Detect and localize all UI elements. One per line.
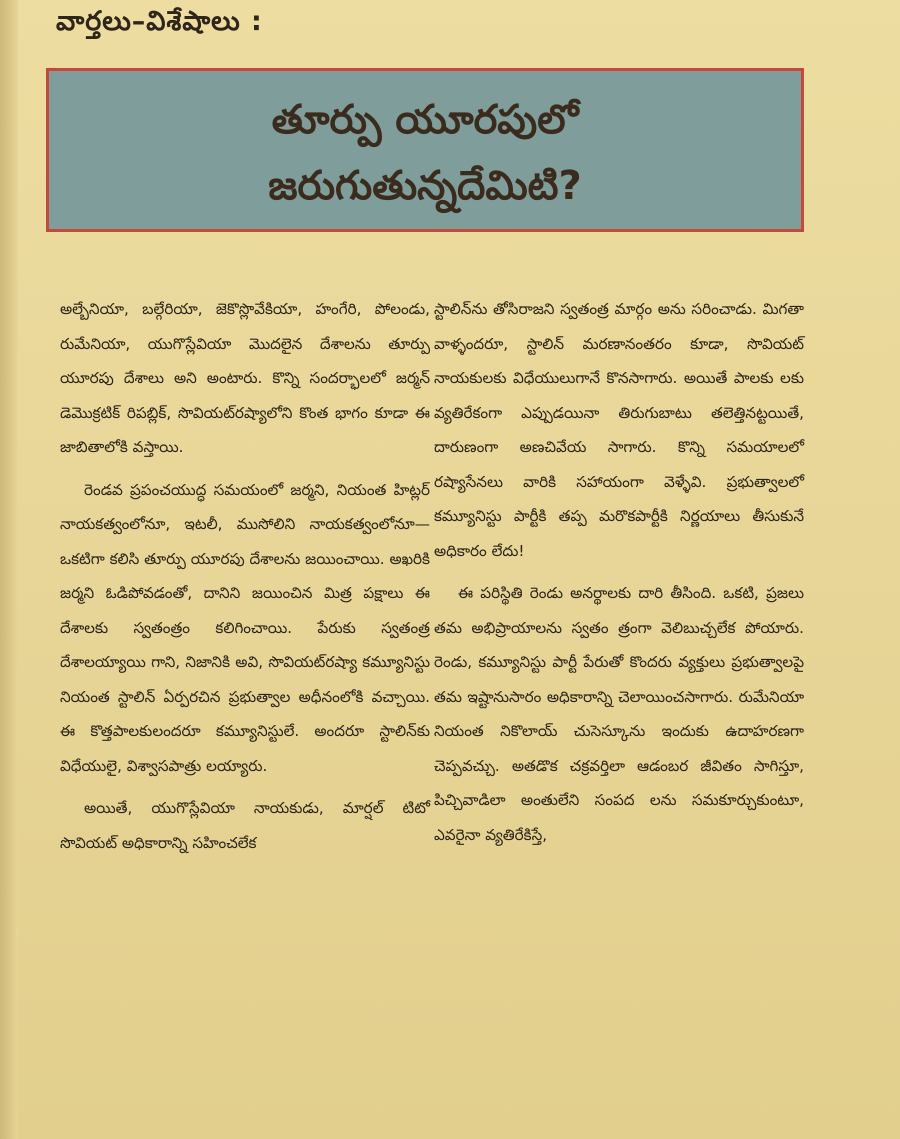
right-column	[434, 292, 804, 852]
left-paragraph-3: అయితే, యుగొస్లేవియా నాయకుడు, మార్షల్ టిటో సొవియట్ అధికారాన్ని సహించలేక	[60, 799, 430, 852]
title-banner	[46, 68, 804, 232]
left-paragraph-2: రెండవ ప్రపంచయుద్ధ సమయంలో జర్మని, నియంత హిట్లర్ నాయకత్వంలోనూ, ఇటలీ, ముసోలిని నాయకత్వంలోనూ—ఒకటిగా కలిసి తూర్పు యూరపు దేశాలను జయించాయి. అఖరికి జర్మని ఓడిపోవడంతో, దానిని జయించిన మిత్ర పక్షాలు ఈ దేశాలకు స్వతంత్రం కలిగించాయి. పేరుకు స్వతంత్ర దేశాలయ్యాయి గాని, నిజానికి అవి, సొవియట్‌రష్యా కమ్యూనిస్టు నియంత స్టాలిన్ ఏర్పరచిన ప్రభుత్వాల అధీనంలోకి వచ్చాయి. ఈ కొత్తపాలకులందరూ కమ్యూనిస్టులే. అందరూ స్టాలిన్‌కు విధేయులై, విశ్వాసపాత్రు లయ్యారు.	[60, 480, 430, 775]
section-header: వార్తలు–విశేషాలు :	[56, 6, 263, 37]
left-paragraph-1: అల్బేనియా, బల్గేరియా, జెకొస్లొవేకియా, హంగేరి, పోలండు, రుమేనియా, యుగొస్లేవియా మొదలైన దేశాలను తూర్పు యూరపు దేశాలు అని అంటారు. కొన్ని సందర్భాలలో జర్మన్ డెమొక్రటిక్ రిపబ్లిక్, సొవియట్‌రష్యాలోని కొంత భాగం కూడా ఈ జాబితాలోకి వస్తాయి.	[60, 300, 430, 456]
right-paragraph-1: స్టాలిన్‌ను తోసిరాజని స్వతంత్ర మార్గం అను సరించాడు. మిగతా వాళ్ళందరూ, స్టాలిన్ మరణానంతరం కూడా, సొవియట్ నాయకులకు విధేయులుగానే కొనసాగారు. అయితే పాలకు లకు వ్యతిరేకంగా ఎప్పుడయినా తిరుగుబాటు తలెత్తినట్టయితే, దారుణంగా అణచివేయ సాగారు. కొన్ని సమయాలలో రష్యాసేనలు వారికి సహాయంగా వెళ్ళేవి. ప్రభుత్వాలలో కమ్యూనిస్టు పార్టీకి తప్ప మరొకపార్టీకి నిర్ణయాలు తీసుకునే అధికారం లేదు!	[434, 300, 804, 560]
title-line-1: తూర్పు యూరపులో	[271, 97, 579, 143]
right-paragraph-2: ఈ పరిస్థితి రెండు అనర్థాలకు దారి తీసింది. ఒకటి, ప్రజలు తమ అభిప్రాయాలను స్వతం త్రంగా వెలిబుచ్చలేక పోయారు. రెండు, కమ్యూనిస్టు పార్టీ పేరుతో కొందరు వ్యక్తులు ప్రభుత్వాలపై తమ ఇష్టానుసారం అధికారాన్ని చెలాయించసాగారు. రుమేనియా నియంత నికొలాయ్ చుసెస్కూను ఇందుకు ఉదాహరణగా చెప్పవచ్చు. అతడొక చక్రవర్తిలా ఆడంబర జీవితం సాగిస్తూ, పిచ్చివాడిలా అంతులేని సంపద లను సమకూర్చుకుంటూ, ఎవరైనా వ్యతిరేకిస్తే,	[434, 584, 804, 844]
left-column	[60, 292, 430, 860]
title-line-2: జరుగుతున్నదేమిటి?	[268, 163, 582, 209]
page-binding-edge	[0, 0, 18, 1139]
